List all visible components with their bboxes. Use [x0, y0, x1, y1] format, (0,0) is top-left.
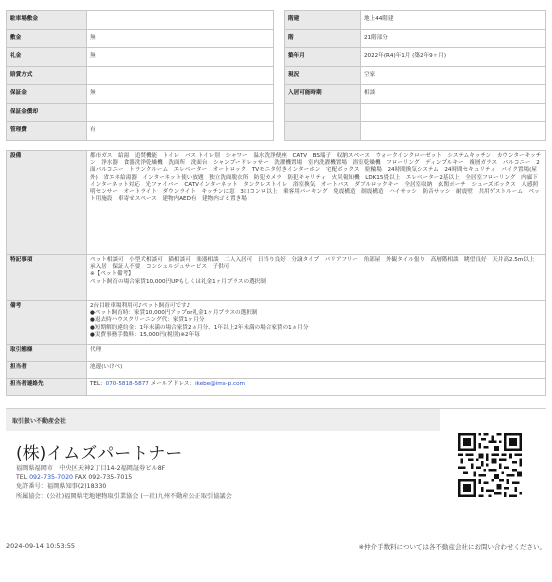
remarks-row	[7, 301, 546, 345]
details-table	[6, 150, 546, 396]
row-value: 相談	[361, 85, 546, 104]
row-label: 入居可能時期	[285, 85, 361, 104]
row-label: 階	[285, 29, 361, 48]
row-value: 無	[87, 85, 274, 104]
features-line: ペット飼育の場合家賃10,000円UPもしくは礼金1ヶ月プラスの選択制	[90, 278, 266, 285]
row-value: 無	[87, 29, 274, 48]
row-label: 駐車場敷金	[7, 11, 87, 30]
row-value: 2022年(R4)年1月 (築2年9ヶ月)	[361, 48, 546, 67]
contact-row	[7, 379, 546, 396]
table-row	[7, 103, 274, 122]
company-tel-prefix: TEL	[16, 474, 30, 482]
contact-tel-prefix: TEL：	[90, 381, 106, 387]
row-label: 管理費	[7, 122, 87, 141]
row-label: 現況	[285, 66, 361, 85]
row-value	[87, 66, 274, 85]
company-details	[16, 464, 232, 501]
features-row	[7, 255, 546, 301]
company-license: 免許番号：福岡県知事(2)18330	[16, 483, 107, 491]
company-association: 所属協会：(公社)福岡県宅地建物取引業協会 (一社)九州不動産公正取引協議会	[16, 492, 232, 500]
row-value: 地上44階建	[361, 11, 546, 30]
transaction-label: 取引態様	[7, 345, 87, 362]
row-label: 階建	[285, 11, 361, 30]
table-row	[285, 29, 546, 48]
row-value	[361, 122, 546, 141]
equipment-row	[7, 151, 546, 255]
row-value: 有	[87, 122, 274, 141]
row-value: 無	[87, 48, 274, 67]
row-value	[87, 11, 274, 30]
staff-label: 担当者	[7, 362, 87, 379]
staff-value: 池邊(いけべ)	[87, 362, 546, 379]
features-line: ※【ペット備考】	[90, 271, 134, 278]
row-label: 礼金	[7, 48, 87, 67]
contact-mail-link[interactable]: ikebe@ims-p.com	[195, 381, 245, 387]
table-row	[7, 85, 274, 104]
row-value	[361, 103, 546, 122]
company-tel-link[interactable]: 092-735-7020	[29, 474, 73, 482]
company-phone-line	[16, 473, 232, 482]
building-info-table	[284, 10, 546, 141]
company-address: 福岡県福岡市 中央区天神2丁目14-2福岡証券ビル8F	[16, 465, 166, 472]
row-value: 空家	[361, 66, 546, 85]
table-row	[285, 66, 546, 85]
company-header: 取引扱い不動産会社	[6, 409, 440, 431]
remarks-line: ●ペット飼育時：家賃10,000円アップor礼金1ヶ月プラスの選択制	[90, 310, 258, 317]
table-row	[285, 85, 546, 104]
remarks-line: ●退去時ハウスクリーニング代：家賃1ヶ月分	[90, 317, 205, 324]
contact-mail-prefix: メールアドレス：	[148, 381, 196, 387]
qr-code-icon[interactable]	[458, 433, 522, 497]
features-label: 特記事項	[7, 255, 87, 301]
row-label: 賠賃方式	[7, 66, 87, 85]
remarks-text	[87, 301, 546, 345]
contact-value	[87, 379, 546, 396]
company-name: (株)イムズパートナー	[16, 444, 183, 464]
table-row	[7, 29, 274, 48]
table-row	[7, 48, 274, 67]
table-row	[7, 11, 274, 30]
table-row	[7, 122, 274, 141]
table-row	[285, 48, 546, 67]
transaction-row	[7, 345, 546, 362]
row-label	[285, 122, 361, 141]
features-line: ペット相談可 小型犬相談可 猫相談可 楽器相談 二人入居可 日当り良好 分譲タイプ バリアフリー 角部屋 外観タイル張り 高層階相談 眺望良好 天井高2.5m以上 承入居 保証人不要 コンシェルジュサービス 子供可	[90, 257, 541, 271]
company-fax: FAX 092-735-7015	[72, 474, 133, 482]
row-label: 保証金	[7, 85, 87, 104]
contact-tel-link[interactable]: 070-5818-5877	[105, 381, 149, 387]
transaction-value: 代理	[87, 345, 546, 362]
remarks-line: 2台目駐車場利用可♪ペット飼育可です♪	[90, 303, 191, 309]
footer-note: ※仲介手数料については各不動産会社にお問い合わせください。	[358, 543, 546, 551]
table-row	[285, 11, 546, 30]
equipment-text: 都市ガス 給湯 追焚機能 トイレ バス トイレ別 シャワー 温水洗浄便座 CATV BS端子 収納スペース ウォークインクローゼット システムキッチン カウンターキッチン 浄水器 食器洗浄乾燥機 洗面所 洗面台 シャンプードレッサー 洗濯機置場 室内洗濯機置場 浴室乾燥機 フローリング ディンプルキー 複層ガラス バルコニー 2面バルコニー トランクルーム エレベーター オートロック TVモニタ付きインターホン 宅配ボックス 駐輪場 24時間換気システム 24時間セキュリティ バイク置場(屋外) 省エネ給湯器 インターネット使い放題 独立洗面脱衣所 防犯カメラ 防犯キャリティ 火災報知機 LDK15畳以上 エレベーター2基以上 全居室フローリング 内廊下 インターネット対応 光ファイバー CATVインターネット タンクレストイレ 浴室換気 オートバス ダブルロックキー 全居室収納 玄関ポーチ シューズボックス 人感照明センサー オートライト ダウンライト キッチンに窓 3口コンロ以上 乗客用パーキング 免震構造 制震構造 ハイサッシ 防音サッシ 耐震壁 共用ゲストルーム ペット用施設 車寄せスペース 建物内AED有 建物内ゴミ置き場	[87, 151, 546, 255]
row-label: 保証金償却	[7, 103, 87, 122]
row-label: 敷金	[7, 29, 87, 48]
table-row	[285, 122, 546, 141]
table-row	[7, 66, 274, 85]
company-section	[6, 408, 546, 535]
print-timestamp: 2024-09-14 10:53:55	[6, 542, 76, 550]
remarks-line: ●実費事務手数料：15,000円(税別)※2年毎	[90, 331, 200, 338]
table-row	[285, 103, 546, 122]
staff-row	[7, 362, 546, 379]
row-label	[285, 103, 361, 122]
contact-label: 担当者連絡先	[7, 379, 87, 396]
equipment-label: 設備	[7, 151, 87, 255]
remarks-line: ●短期解約違約金：1年未満の場合家賃2ヵ月分、1年以上2年未満の場合家賃の1ヵ月分	[90, 324, 309, 331]
row-value	[87, 103, 274, 122]
property-terms-table	[6, 10, 274, 141]
remarks-label: 備考	[7, 301, 87, 345]
row-value: 21階部分	[361, 29, 546, 48]
row-label: 築年月	[285, 48, 361, 67]
features-text	[87, 255, 546, 301]
